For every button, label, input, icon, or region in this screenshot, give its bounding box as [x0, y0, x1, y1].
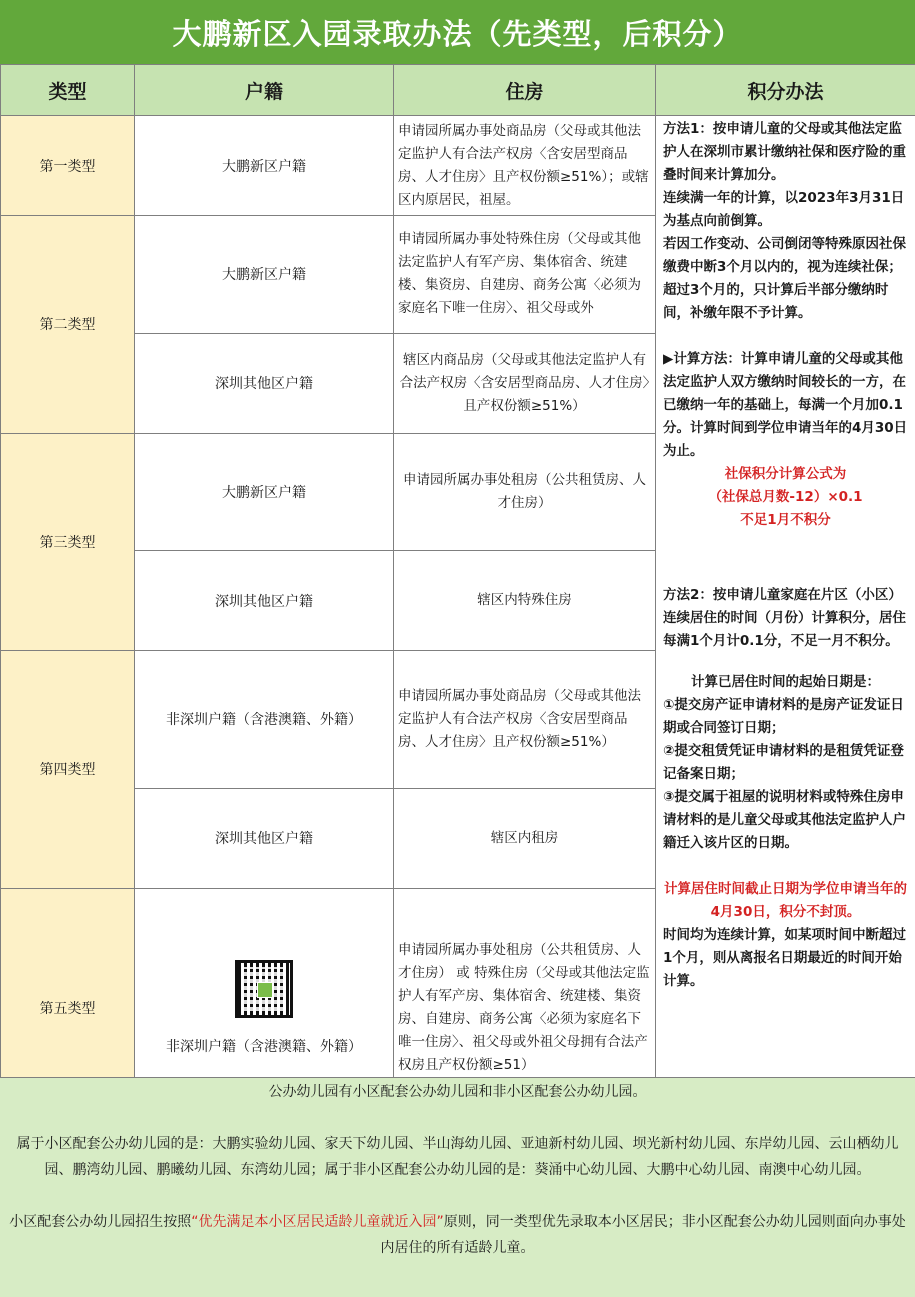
method-1-formula: （社保总月数-12）×0.1: [708, 489, 863, 505]
housing-cell: 申请园所属办事处商品房（父母或其他法定监护人有合法产权房〈含安居型商品房、人才住房〉且产权份额≥51%）；或辖区内原居民，祖屋。: [394, 116, 656, 216]
type-2: 第二类型: [1, 216, 135, 434]
principle-prefix: 小区配套公办幼儿园招生按照: [9, 1214, 192, 1230]
method-2-item-2: ②提交租赁凭证申请材料的是租赁凭证登记备案日期；: [663, 743, 904, 782]
principle-highlight: “优先满足本小区居民适龄儿童就近入园”: [191, 1214, 444, 1230]
method-1-calc: ▶计算方法：计算申请儿童的父母或其他法定监护人双方缴纳时间较长的一方，在已缴纳一年的基础上，每满一个月加0.1分。计算时间到学位申请当年的4月30日为止。: [663, 351, 908, 459]
method-1-formula-note: 不足1月不积分: [740, 512, 831, 528]
method-1-break: 若因工作变动、公司倒闭等特殊原因社保缴费中断3个月以内的，视为连续社保；超过3个月的，只计算后半部分缴纳时间，补缴年限不予计算。: [663, 236, 906, 321]
housing-cell: 辖区内租房: [394, 788, 656, 888]
housing-cell: 辖区内商品房（父母或其他法定监护人有合法产权房〈含安居型商品房、人才住房〉且产权份额≥51%）: [394, 333, 656, 433]
housing-cell: 申请园所属办事处特殊住房（父母或其他法定监护人有军产房、集体宿舍、统建楼、集资房、自建房、商务公寓〈必须为家庭名下唯一住房〉、祖父母或外: [394, 216, 656, 334]
type-4: 第四类型: [1, 651, 135, 889]
hukou-cell: 深圳其他区户籍: [135, 551, 394, 651]
page-title: 大鹏新区入园录取办法（先类型，后积分）: [0, 0, 915, 66]
points-method-content: [660, 116, 911, 1128]
table-row: [1, 116, 915, 216]
hukou-cell: 大鹏新区户籍: [135, 433, 394, 551]
method-1-start: 连续满一年的计算，以2023年3月31日为基点向前倒算。: [663, 190, 905, 229]
header-type: 类型: [1, 65, 135, 116]
hukou-cell: 非深圳户籍（含港澳籍、外籍）: [135, 651, 394, 789]
method-2-deadline: 计算居住时间截止日期为学位申请当年的4月30日，积分不封顶。: [664, 881, 907, 920]
hukou-cell: 大鹏新区户籍: [135, 216, 394, 334]
type-1: 第一类型: [1, 116, 135, 216]
method-2-continuous: 时间均为连续计算，如某项时间中断超过1个月，则从离报名日期最近的时间开始计算。: [663, 927, 906, 989]
hukou-cell: 大鹏新区户籍: [135, 116, 394, 216]
table-header-row: [1, 65, 915, 116]
points-method-cell: [656, 116, 915, 1129]
note-kindergarten-list: 属于小区配套公办幼儿园的是：大鹏实验幼儿园、家天下幼儿园、半山海幼儿园、亚迪新村幼儿园、坝光新村幼儿园、东岸幼儿园、云山栖幼儿园、鹏湾幼儿园、鹏曦幼儿园、东湾幼儿园；属于非小区配套公办幼儿园的是：葵涌中心幼儿园、大鹏中心幼儿园、南澳中心幼儿园。: [16, 1136, 899, 1178]
hukou-cell: 深圳其他区户籍: [135, 333, 394, 433]
hukou-label: 非深圳户籍（含港澳籍、外籍）: [166, 1039, 362, 1055]
type-3: 第三类型: [1, 433, 135, 651]
method-2-desc: 方法2：按申请儿童家庭在片区（小区）连续居住的时间（月份）计算积分，居住每满1个月计0.1分，不足一月不积分。: [663, 587, 906, 649]
housing-cell: 申请园所属办事处商品房（父母或其他法定监护人有合法产权房〈含安居型商品房、人才住房〉且产权份额≥51%）: [394, 651, 656, 789]
header-hukou: 户籍: [135, 65, 394, 116]
method-2-item-3: ③提交属于祖屋的说明材料或特殊住房申请材料的是儿童父母或其他法定监护人户籍迁入该片区的日期。: [663, 789, 906, 851]
hukou-cell: 深圳其他区户籍: [135, 788, 394, 888]
qr-code-icon: [235, 960, 293, 1018]
header-points: 积分办法: [656, 65, 915, 116]
housing-cell: 申请园所属办事处租房（公共租赁房、人才住房） 或 特殊住房（父母或其他法定监护人有军产房、集体宿舍、统建楼、集资房、自建房、商务公寓〈必须为家庭名下唯一住房〉、祖父母或外祖父母拥有合法产权房且产权份额≥51）: [394, 888, 656, 1128]
principle-suffix: 原则，同一类型优先录取本小区居民；非小区配套公办幼儿园则面向办事处内居住的所有适龄儿童。: [380, 1214, 906, 1256]
housing-cell: 申请园所属办事处租房（公共租赁房、人才住房）: [394, 433, 656, 551]
notes-section: [0, 1077, 915, 1297]
admission-table: [0, 64, 915, 1129]
note-kindergarten-types: 公办幼儿园有小区配套公办幼儿园和非小区配套公办幼儿园。: [268, 1084, 647, 1100]
housing-cell: 辖区内特殊住房: [394, 551, 656, 651]
method-1-desc: 方法1：按申请儿童的父母或其他法定监护人在深圳市累计缴纳社保和医疗险的重叠时间来计算加分。: [663, 121, 906, 183]
method-2-item-1: ①提交房产证申请材料的是房产证发证日期或合同签订日期；: [663, 697, 904, 736]
note-admission-principle: [6, 1209, 909, 1261]
type-5: 第五类型: [1, 888, 135, 1128]
method-2-start-title: 计算已居住时间的起始日期是：: [691, 674, 880, 690]
method-1-formula-title: 社保积分计算公式为: [724, 466, 847, 482]
header-housing: 住房: [394, 65, 656, 116]
